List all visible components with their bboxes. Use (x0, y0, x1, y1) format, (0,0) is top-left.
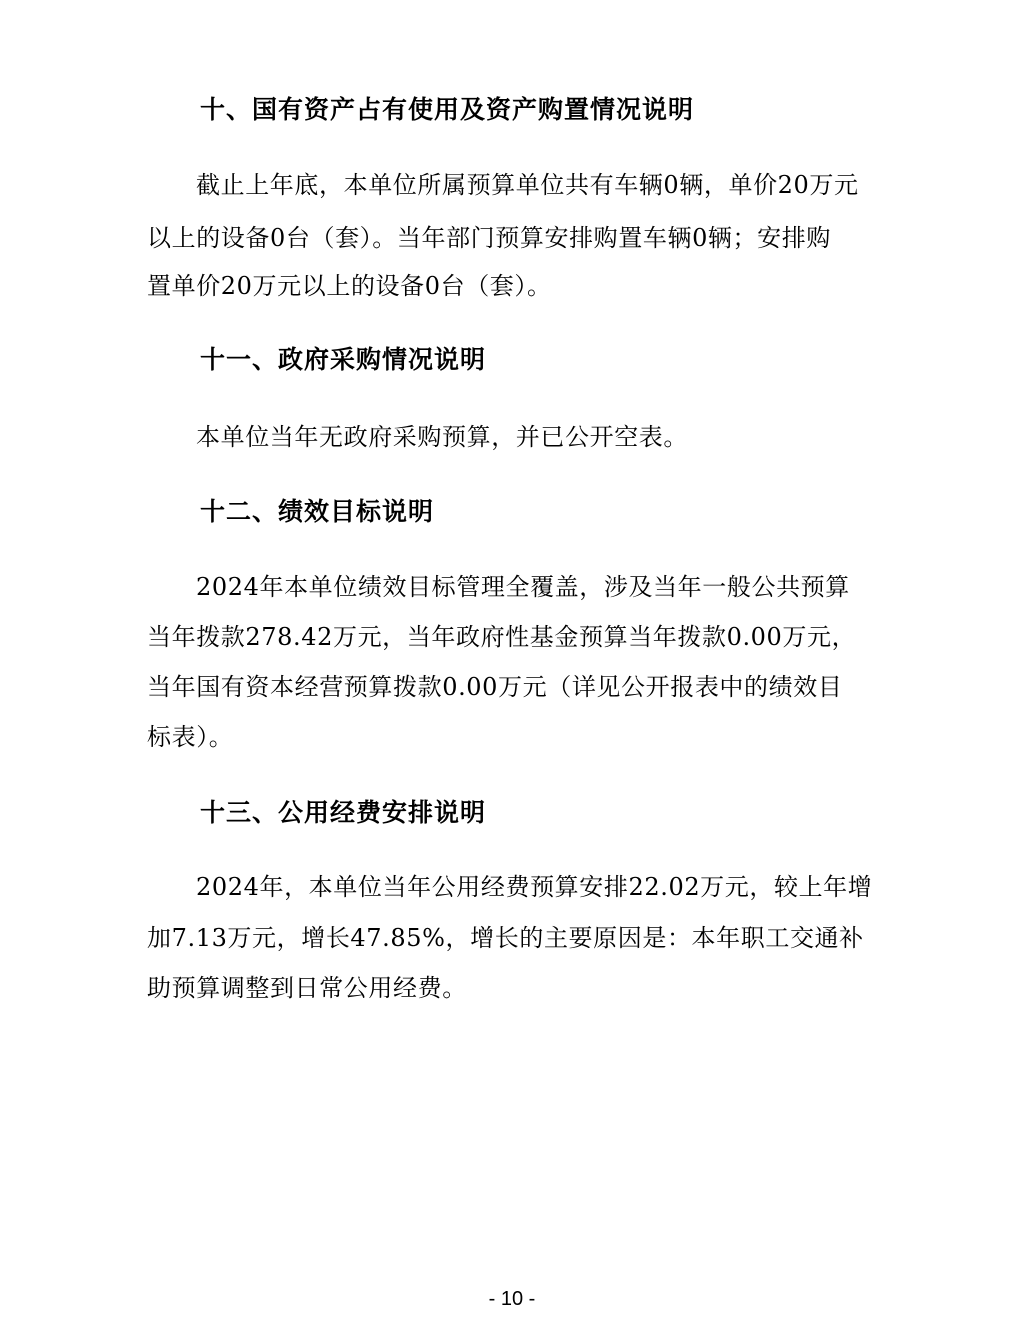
section-10-line-1: 截止上年底，本单位所属预算单位共有车辆0辆，单价20万元 (196, 171, 859, 199)
section-12-heading: 十二、绩效目标说明 (200, 497, 435, 526)
section-10-line-3: 置单价20万元以上的设备0台（套）。 (147, 272, 552, 300)
section-13-line-3: 助预算调整到日常公用经费。 (147, 974, 467, 1002)
section-13-line-1: 2024年，本单位当年公用经费预算安排22.02万元，较上年增 (196, 873, 873, 901)
page-number: - 10 - (488, 1288, 536, 1310)
section-12-line-3: 当年国有资本经营预算拨款0.00万元（详见公开报表中的绩效目 (147, 673, 843, 701)
section-12-line-1: 2024年本单位绩效目标管理全覆盖，涉及当年一般公共预算 (196, 573, 850, 601)
section-12-line-2: 当年拨款278.42万元，当年政府性基金预算当年拨款0.00万元， (147, 623, 857, 651)
section-10-line-2: 以上的设备0台（套）。当年部门预算安排购置车辆0辆；安排购 (147, 224, 831, 252)
section-13-heading: 十三、公用经费安排说明 (200, 798, 487, 827)
section-12-line-4: 标表）。 (147, 723, 234, 751)
section-11-line-1: 本单位当年无政府采购预算，并已公开空表。 (196, 423, 688, 451)
section-11-heading: 十一、政府采购情况说明 (200, 345, 487, 374)
section-13-line-2: 加7.13万元，增长47.85%，增长的主要原因是：本年职工交通补 (147, 924, 864, 952)
section-10-heading: 十、国有资产占有使用及资产购置情况说明 (200, 95, 695, 124)
